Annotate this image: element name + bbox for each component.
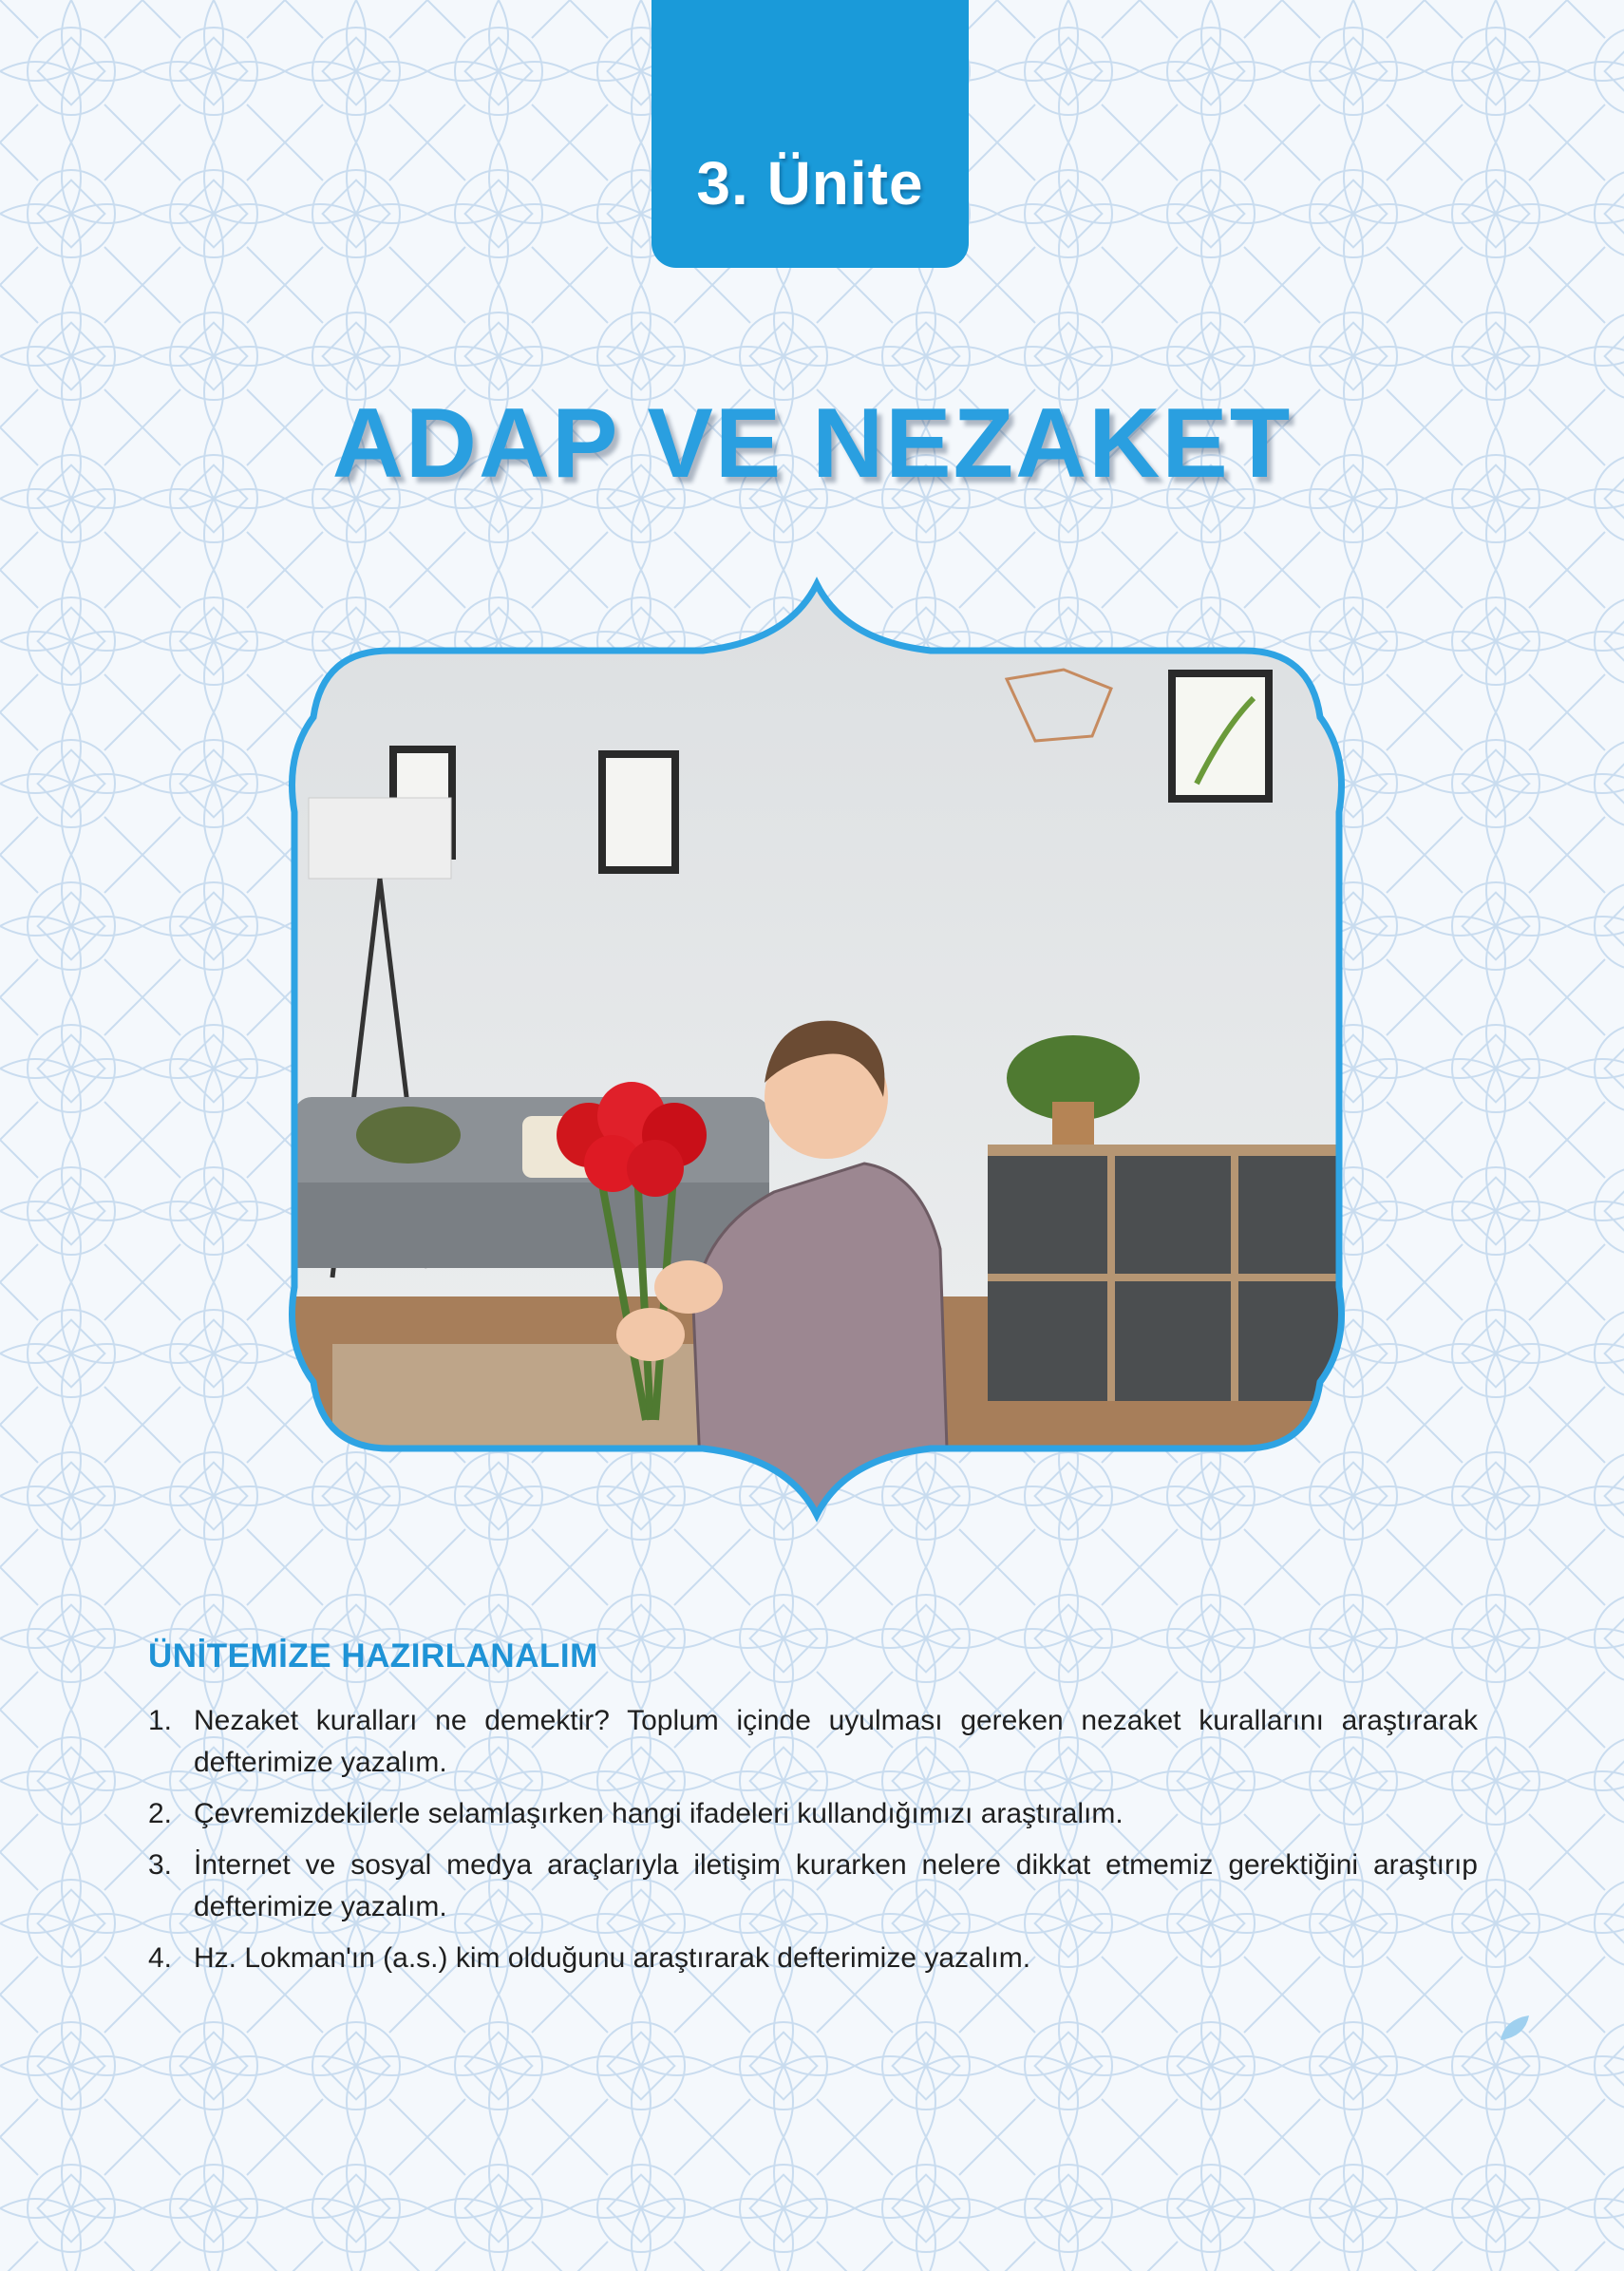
list-item xyxy=(148,1700,1478,1784)
item-number: 2. xyxy=(148,1798,173,1829)
item-text: Hz. Lokman'ın (a.s.) kim olduğunu araştırarak defterimize yazalım. xyxy=(194,1942,1031,1974)
unit-photo xyxy=(256,565,1377,1534)
prep-heading: ÜNİTEMİZE HAZIRLANALIM xyxy=(148,1637,598,1675)
prep-list xyxy=(148,1700,1478,1979)
page-title: ADAP VE NEZAKET xyxy=(331,388,1293,499)
unit-label: 3. Ünite xyxy=(696,149,924,218)
list-item xyxy=(148,1793,1478,1835)
item-text: Nezaket kuralları ne demektir? Toplum içinde uyulması gereken nezaket kurallarını araştırarak defterimize yazalım. xyxy=(194,1705,1478,1778)
item-text: Çevremizdekilerle selamlaşırken hangi ifadeleri kullandığımızı araştıralım. xyxy=(194,1798,1124,1829)
prep-section xyxy=(148,1637,1478,1989)
leaf-icon xyxy=(1499,2014,1531,2042)
item-number: 4. xyxy=(148,1942,173,1974)
item-number: 3. xyxy=(148,1849,173,1881)
item-number: 1. xyxy=(148,1705,173,1736)
unit-tab xyxy=(651,0,969,268)
item-text: İnternet ve sosyal medya araçlarıyla iletişim kurarken nelere dikkat etmemiz gerektiğini araştırıp defterimize yazalım. xyxy=(194,1849,1478,1922)
list-item xyxy=(148,1845,1478,1928)
list-item xyxy=(148,1938,1478,1979)
